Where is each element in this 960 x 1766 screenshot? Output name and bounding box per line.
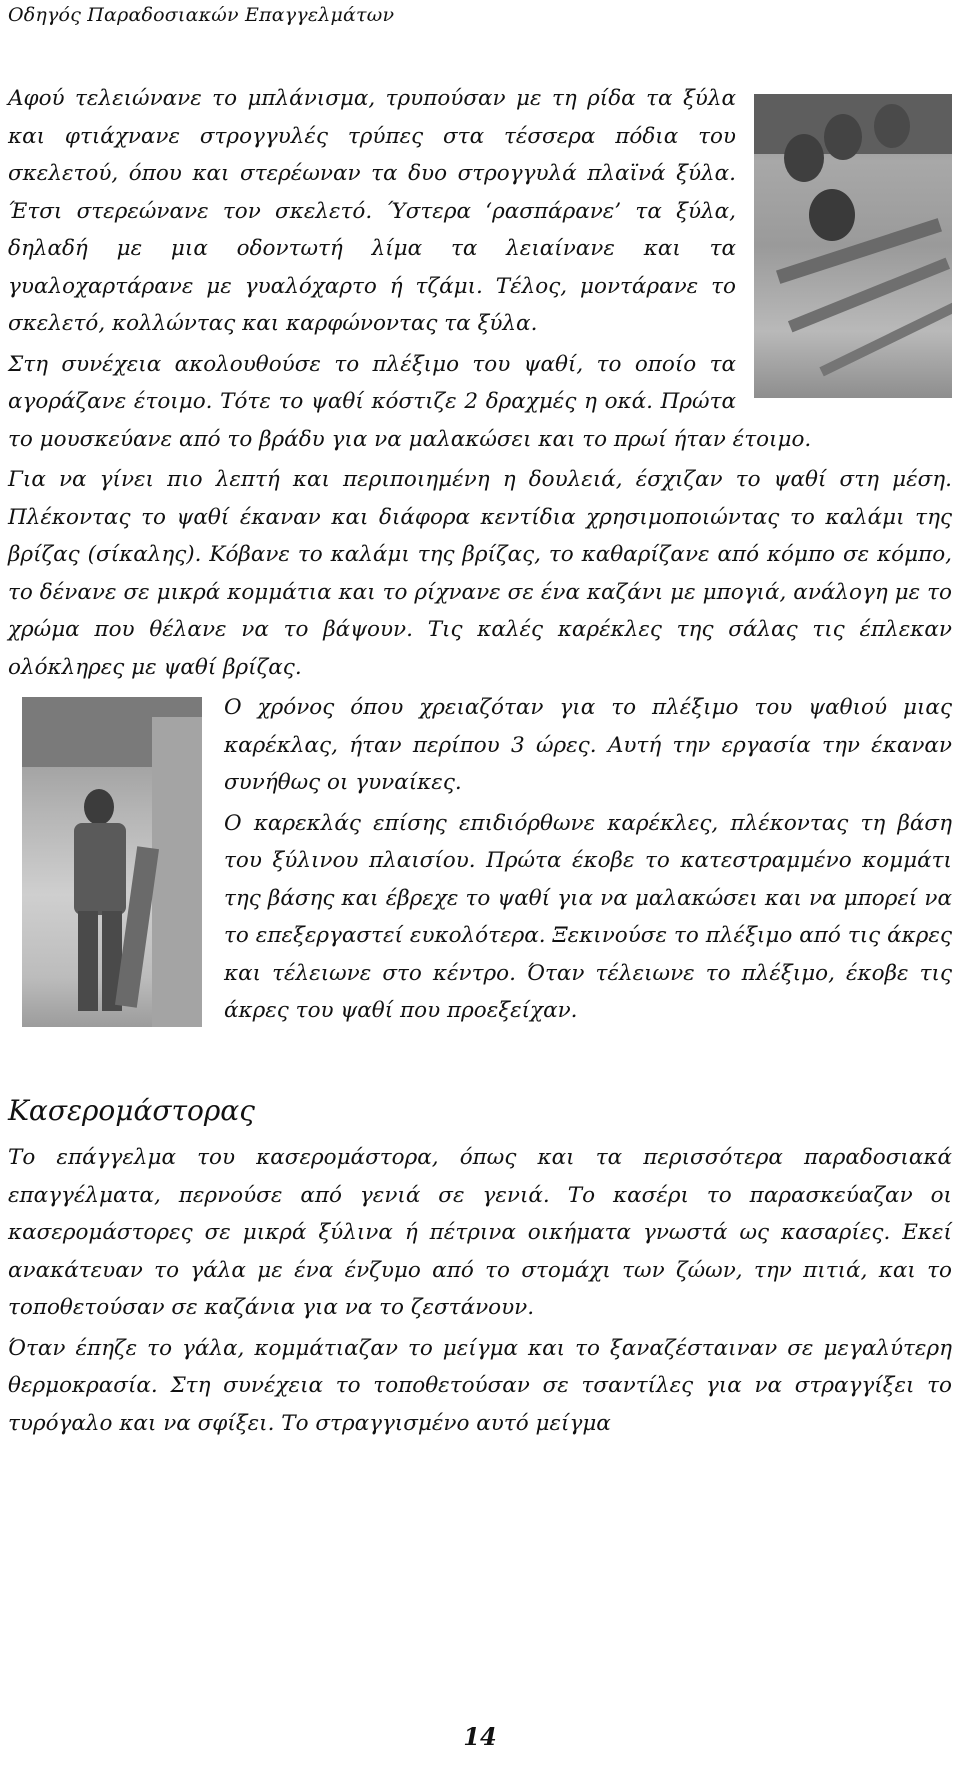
photo-chair-makers <box>754 94 952 398</box>
section-heading: Κασερομάστορας <box>8 1094 255 1127</box>
page-number: 14 <box>463 1722 497 1751</box>
paragraph-5: Ο καρεκλάς επίσης επιδιόρθωνε καρέκλες, πλέκοντας τη βάση του ξύλινου πλαισίου. Πρώτα έκοβε το κατεστραμμένο κομμάτι της βάσης και έβρεχε το ψαθί για να μαλακώσει και να μπορεί να το επεξεργαστεί ευκολότερα. Ξεκινούσε το πλέξιμο από τις άκρες και τέλειωνε στο κέντρο. Όταν τέλειωνε το πλέξιμο, έκοβε τις άκρες του ψαθί που προεξείχαν. <box>224 810 952 1023</box>
section-paragraph-1: Το επάγγελμα του κασερομάστορα, όπως και τα περισσότερα παραδοσιακά επαγγέλματα, περνούσε από γενιά σε γενιά. Το κασέρι το παρασκεύαζαν οι κασερομάστορες σε μικρά ξύλινα ή πέτρινα οικήματα γνωστά ως κασαρίες. Εκεί ανακάτευαν το γάλα με ένα ένζυμο από το στομάχι των ζώων, την πιτιά, και το τοποθετούσαν σε καζάνια για να το ζεστάνουν. <box>8 1145 952 1320</box>
paragraph-3: Για να γίνει πιο λεπτή και περιποιημένη η δουλειά, έσχιζαν το ψαθί στη μέση. Πλέκοντας το ψαθί έκαναν και διάφορα κεντίδια χρησιμοποιώντας το καλάμι της βρίζας (σίκαλης). Κόβανε το καλάμι της βρίζας, το καθαρίζανε από κόμπο σε κόμπο, το δένανε σε μικρά κομμάτια και το ρίχνανε σε ένα καζάνι με μπογιά, ανάλογη με το χρώμα που θέλανε να το βάψουν. Τις καλές καρέκλες της σάλας τις έπλεκαν ολόκληρες με ψαθί βρίζας. <box>8 467 952 680</box>
photo-man-with-chair <box>22 697 202 1027</box>
paragraph-2: Στη συνέχεια ακολουθούσε το πλέξιμο του ψαθί, το οποίο τα αγοράζανε έτοιμο. Τότε το ψαθί κόστιζε 2 δραχμές η οκά. Πρώτα το μουσκεύανε από το βράδυ για να μαλακώσει και το πρωί ήταν έτοιμο. <box>8 351 812 452</box>
section-paragraph-2: Όταν έπηζε το γάλα, κομμάτιαζαν το μείγμα και το ξαναζέσταιναν σε μεγαλύτερη θερμοκρασία. Στη συνέχεια το τοποθετούσαν σε τσαντίλες για να στραγγίξει το τυρόγαλο και να σφίξει. Το στραγγισμένο αυτό μείγμα <box>8 1335 952 1436</box>
paragraph-1: Αφού τελειώνανε το μπλάνισμα, τρυπούσαν με τη ρίδα τα ξύλα και φτιάχνανε στρογγυλές τρύπες στα τέσσερα πόδια του σκελετού, όπου και στερέωναν τα δυο στρογγυλά πλαϊνά ξύλα. Έτσι στερεώνανε τον σκελετό. Ύστερα ‘ρασπάρανε’ τα ξύλα, δηλαδή με μια οδοντωτή λίμα τα λειαίνανε και τα γυαλοχαρτάρανε με γυαλόχαρτο ή τζάμι. Τέλος, μοντάρανε το σκελετό, κολλώντας και καρφώνοντας τα ξύλα. <box>8 86 736 336</box>
paragraph-4: Ο χρόνος όπου χρειαζόταν για το πλέξιμο του ψαθιού μιας καρέκλας, ήταν περίπου 3 ώρες. Αυτή την εργασία την έκαναν συνήθως οι γυναίκες. <box>224 695 952 795</box>
running-header: Οδηγός Παραδοσιακών Επαγγελμάτων <box>8 4 395 26</box>
page-content <box>8 80 952 1445</box>
